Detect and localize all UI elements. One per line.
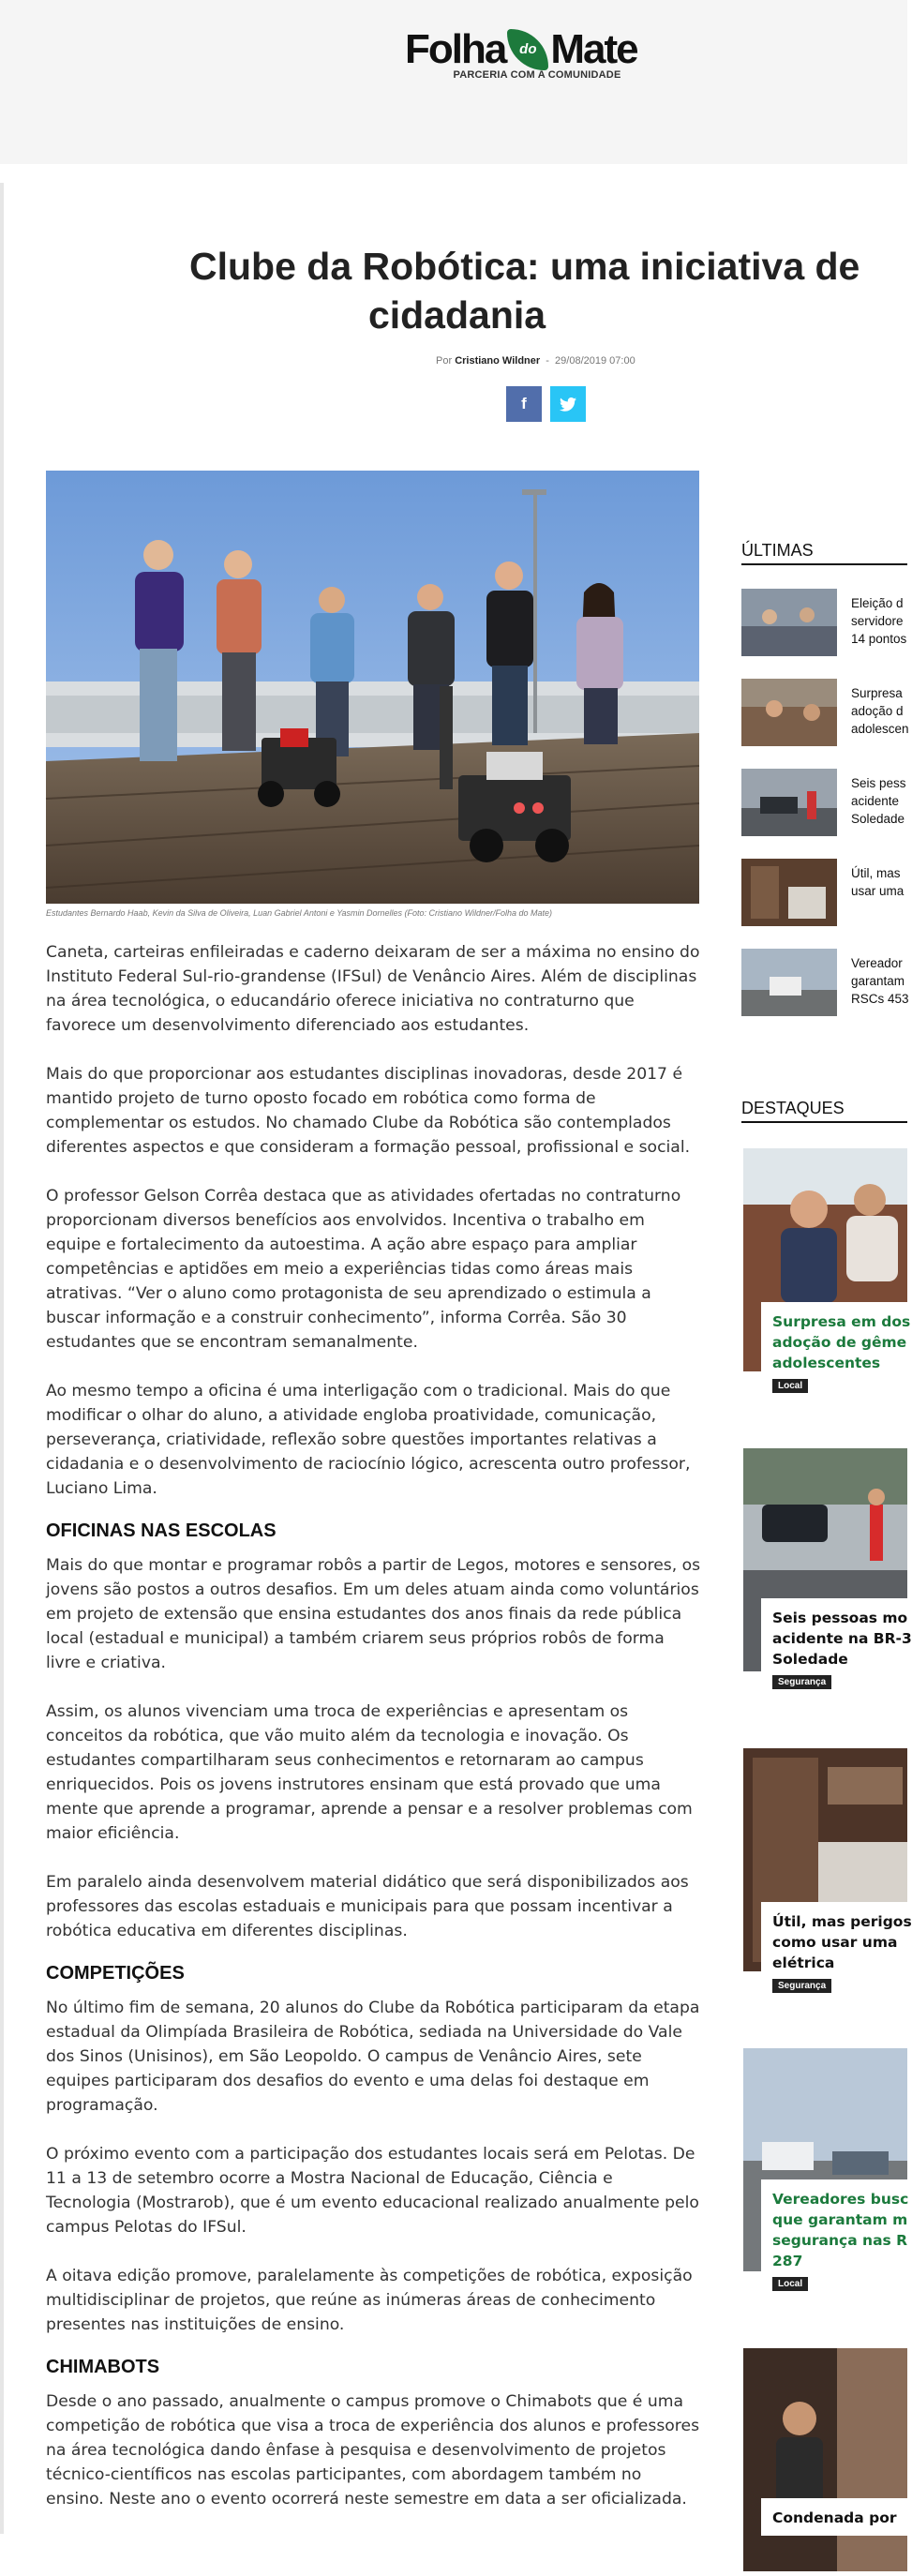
featured-card[interactable]: [743, 1748, 912, 2001]
headline-line: Útil, mas: [851, 866, 901, 880]
title-line-2: cidadania: [367, 293, 546, 337]
headline-line: segurança nas R: [772, 2232, 908, 2249]
article-paragraph: O professor Gelson Corrêa destaca que as atividades ofertadas no contraturno proporcionam diversos benefícios aos envolvidos. Incentiva o trabalho em equipe e fortalecimento da autoestima. A ação abre espaço para ampliar competências e aptidões em meio a experiências tidas como áreas mais atrativas. “Ver o aluno como protagonista de seu aprendizado o estimula a buscar informação e a construir conhecimento”, informa Corrêa. São 30 estudantes que se encontram semanalmente.: [46, 1187, 681, 1352]
facebook-share-button[interactable]: [506, 386, 542, 422]
article-paragraph: Desde o ano passado, anualmente o campus promove o Chimabots que é uma competição de robótica que visa a troca de experiência dos alunos e professores na área tecnológica dando ênfase à pesquisa e desenvolvimento de projetos técnico-científicos nas escolas participantes, com abordagem também no ensino. Neste ano o evento ocorrerá neste semestre em data a ser oficializada.: [46, 2392, 700, 2509]
logo-tagline: PARCERIA COM A COMUNIDADE: [453, 69, 621, 81]
headline-line: Eleição d: [851, 596, 904, 610]
publish-date: 29/08/2019 07:00: [555, 355, 635, 367]
latest-headline: [851, 954, 907, 1011]
leaf-icon: do: [507, 29, 548, 70]
article-photo[interactable]: [46, 471, 699, 904]
article-paragraph: A oitava edição promove, paralelamente às competições de robótica, exposição multidisciplinar de projetos, que reúne as inúmeras áreas de conhecimento presentes nas instituições de ensino.: [46, 2267, 693, 2334]
latest-item[interactable]: [741, 949, 907, 1016]
section-heading-oficinas: OFICINAS NAS ESCOLAS: [46, 1520, 277, 1541]
headline-line: Útil, mas perigos: [772, 1913, 912, 1930]
latest-thumbnail: [741, 769, 837, 836]
headline-line: Soledade: [772, 1651, 848, 1668]
site-logo[interactable]: [405, 26, 658, 97]
logo-word-folha: Folha: [405, 26, 506, 72]
latest-item[interactable]: [741, 769, 907, 836]
category-tag[interactable]: Local: [772, 2277, 808, 2291]
headline-line: acidente: [851, 794, 900, 808]
headline-line: Surpresa em dos: [772, 1313, 911, 1330]
headline-line: Vereador: [851, 956, 903, 970]
article-paragraph: Ao mesmo tempo a oficina é uma interligação com o tradicional. Mais do que modificar o olhar do aluno, a atividade engloba proatividade, comunicação, perseverança, criatividade, reflexão sobre questões importantes relativas a cidadania e o desenvolvimento de raciocínio lógico, acrescenta outro professor, Luciano Lima.: [46, 1382, 691, 1498]
left-divider: [0, 183, 4, 2534]
latest-thumbnail: [741, 679, 837, 746]
featured-caption-panel: [761, 1598, 911, 1701]
article-paragraph: O próximo evento com a participação dos estudantes locais será em Pelotas. De 11 a 13 de setembro ocorre a Mostra Nacional de Educação, Ciência e Tecnologia (Mostrarob), que é um evento educacional realizado anualmente pelo campus Pelotas do IFSul.: [46, 2145, 699, 2237]
article-title: [169, 242, 907, 339]
featured-image: [743, 2348, 907, 2571]
featured-card[interactable]: [743, 1148, 911, 1391]
title-line-1: Clube da Robótica: uma iniciativa de: [189, 245, 860, 288]
headline-line: 287: [772, 2253, 803, 2269]
author-link[interactable]: Cristiano Wildner: [455, 355, 541, 367]
latest-section-title: ÚLTIMAS: [741, 539, 907, 565]
featured-card[interactable]: [743, 2348, 907, 2534]
headline-line: Surpresa: [851, 686, 903, 700]
article-paragraph: Em paralelo ainda desenvolvem material didático que será disponibilizados aos professores das escolas estaduais e municipais para que possam incentivar a robótica educativa em diferentes disciplinas.: [46, 1873, 689, 1940]
latest-thumbnail: [741, 859, 837, 926]
headline-line: como usar uma: [772, 1934, 898, 1951]
headline-line: adolescentes: [772, 1355, 881, 1371]
byline-prefix: Por: [436, 355, 453, 367]
headline-line: 14 pontos: [851, 632, 907, 646]
headline-line: Seis pess: [851, 776, 906, 790]
latest-headline: [851, 864, 907, 921]
robotics-students-photo: [46, 471, 699, 904]
site-header: [0, 0, 907, 164]
featured-caption-panel: [761, 1902, 911, 2001]
latest-headline: [851, 594, 907, 651]
latest-item[interactable]: [741, 859, 907, 926]
headline-line: RSCs 453: [851, 992, 909, 1006]
headline-line: Soledade: [851, 812, 905, 826]
headline-line: garantam: [851, 974, 905, 988]
featured-caption-panel: [761, 1302, 911, 1391]
latest-thumbnail: [741, 589, 837, 656]
latest-headline: [851, 684, 907, 741]
headline-line: Condenada por: [772, 2509, 897, 2526]
facebook-icon: f: [521, 395, 527, 412]
logo-wordmark: [405, 26, 658, 73]
headline-line: Seis pessoas mo: [772, 1610, 908, 1626]
headline-line: acidente na BR-3: [772, 1630, 912, 1647]
featured-caption-panel: [761, 2179, 911, 2301]
featured-headline: [772, 2189, 911, 2271]
headline-line: que garantam m: [772, 2211, 908, 2228]
featured-caption-panel: [761, 2498, 911, 2536]
category-tag[interactable]: Local: [772, 1379, 808, 1393]
headline-line: elétrica: [772, 1954, 835, 1971]
article-paragraph: Caneta, carteiras enfileiradas e caderno deixaram de ser a máxima no ensino do Instituto Federal Sul-rio-grandense (IFSul) de Venâncio Aires. Além de disciplinas na área tecnológica, o educandário oferece iniciativa no contraturno que favorece um desenvolvimento diferenciado aos estudantes.: [46, 943, 700, 1035]
byline: Por Cristiano Wildner - 29/08/2019 07:00: [436, 355, 635, 367]
featured-headline: [772, 1911, 911, 1973]
featured-card[interactable]: [743, 2048, 907, 2301]
section-heading-competicoes: COMPETIÇÕES: [46, 1963, 185, 1984]
latest-thumbnail: [741, 949, 837, 1016]
featured-card[interactable]: [743, 1448, 912, 1701]
twitter-icon: [560, 397, 576, 412]
headline-line: servidore: [851, 614, 904, 628]
latest-headline: [851, 774, 907, 831]
featured-section-title: DESTAQUES: [741, 1097, 907, 1123]
twitter-share-button[interactable]: [550, 386, 586, 422]
section-heading-chimabots: CHIMABOTS: [46, 2357, 160, 2377]
headline-line: Vereadores busc: [772, 2191, 909, 2208]
latest-item[interactable]: [741, 679, 907, 746]
article-paragraph: Mais do que montar e programar robôs a partir de Legos, motores e sensores, os jovens são postos a outros desafios. Em um deles atuam ainda como voluntários em projeto de extensão que ensina estudantes dos anos finais da rede pública local (estadual e municipal) a também criarem seus próprios robôs de forma livre e criativa.: [46, 1556, 701, 1672]
article-paragraph: Assim, os alunos vivenciam uma troca de experiências e apresentam os conceitos da robótica, que vão muito além da tecnologia e inovação. Os estudantes compartilharam seus conhecimentos e retornaram ao campus enriquecidos. Pois os jovens instrutores ensinam que está provado que uma mente que aprende a programar, aprende a pensar e a resolver problemas com maior eficiência.: [46, 1702, 693, 1843]
article-body: [46, 940, 702, 2536]
category-tag[interactable]: Segurança: [772, 1675, 831, 1689]
headline-line: usar uma: [851, 884, 905, 898]
article-paragraph: Mais do que proporcionar aos estudantes disciplinas inovadoras, desde 2017 é mantido projeto de turno oposto focado em robótica como forma de complementar os estudos. No chamado Clube da Robótica são contemplados diferentes aspectos e que consideram a formação pessoal, profissional e social.: [46, 1065, 691, 1157]
photo-caption: Estudantes Bernardo Haab, Kevin da Silva de Oliveira, Luan Gabriel Antoni e Yasmin Dornelles (Foto: Cristiano Wildner/Folha do Mate): [46, 908, 553, 918]
headline-line: adoção de gême: [772, 1334, 907, 1351]
featured-headline: [772, 1311, 911, 1373]
featured-headline: [772, 2508, 911, 2528]
latest-item[interactable]: [741, 589, 907, 656]
logo-word-mate: Mate: [550, 26, 637, 72]
headline-line: adoção d: [851, 704, 904, 718]
featured-headline: [772, 1608, 911, 1670]
headline-line: adolescen: [851, 722, 909, 736]
article-paragraph: No último fim de semana, 20 alunos do Clube da Robótica participaram da etapa estadual da Olimpíada Brasileira de Robótica, sediada na Universidade do Vale dos Sinos (Unisinos), em São Leopoldo. O campus de Venâncio Aires, sete equipes participaram dos desafios do evento e uma delas foi destaque em programação.: [46, 1999, 700, 2115]
category-tag[interactable]: Segurança: [772, 1979, 831, 1993]
